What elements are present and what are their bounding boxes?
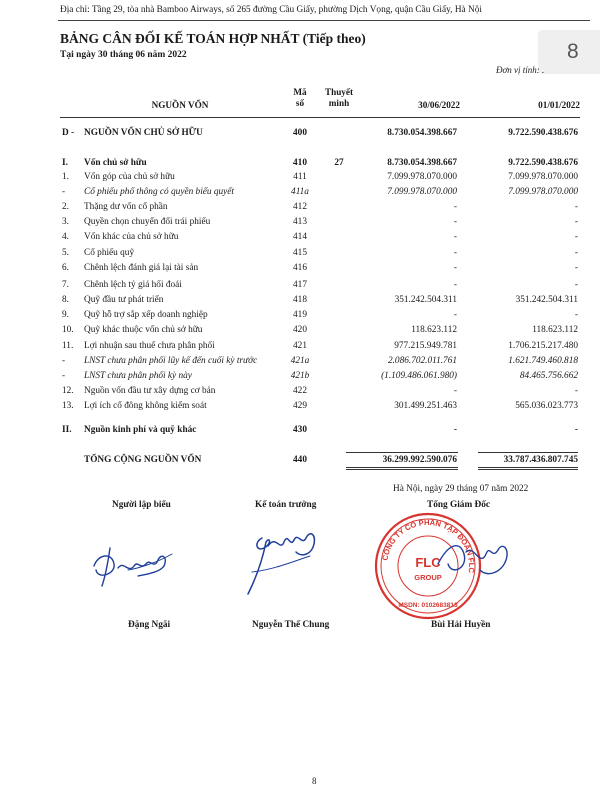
row-code: 413 [293, 217, 307, 227]
col-header-source: NGUỒN VỐN [151, 100, 209, 110]
accountant-role: Kế toán trưởng [255, 500, 317, 510]
col-header-code-line2: số [295, 98, 305, 108]
row-value-period-start: 565.036.023.773 [515, 401, 578, 411]
footer-page-number: 8 [312, 776, 317, 786]
preparer-name: Đặng Ngãi [128, 620, 171, 630]
row-value-period-start: - [574, 263, 578, 273]
row-label: TỔNG CỘNG NGUỒN VỐN [84, 455, 202, 465]
row-value-period-start: - [574, 386, 578, 396]
table-row [0, 325, 600, 339]
row-number: 8. [62, 295, 69, 305]
total-rule-bottom-2 [478, 467, 578, 468]
row-value-period-end: 8.730.054.398.667 [387, 158, 457, 168]
report-date: Tại ngày 30 tháng 06 năm 2022 [60, 50, 187, 60]
row-label: Chênh lệch đánh giá lại tài sản [84, 263, 199, 273]
row-value-period-end: 7.099.978.070.000 [387, 172, 457, 182]
row-value-period-start: 351.242.504.311 [515, 295, 578, 305]
row-value-period-start: - [574, 248, 578, 258]
row-code: 400 [293, 128, 307, 138]
row-label: Lợi nhuận sau thuế chưa phân phối [84, 341, 215, 351]
row-code: 418 [293, 295, 307, 305]
table-row [0, 341, 600, 355]
row-value-period-start: 9.722.590.438.676 [508, 158, 578, 168]
row-value-period-end: - [453, 310, 457, 320]
signing-place-date: Hà Nội, ngày 29 tháng 07 năm 2022 [393, 484, 529, 494]
row-number: 3. [62, 217, 69, 227]
row-label: Vốn chủ sở hữu [84, 158, 147, 168]
table-row [0, 401, 600, 415]
row-number: 1. [62, 172, 69, 182]
header-rule [60, 117, 580, 118]
col-header-period-end: 30/06/2022 [418, 100, 460, 110]
company-address: Địa chỉ: Tầng 29, tòa nhà Bamboo Airways, số 265 đường Cầu Giấy, phường Dịch Vọng, quận Cầu Giấy, Hà Nội [60, 5, 482, 15]
row-code: 421 [293, 341, 307, 351]
col-header-note-line1: Thuyết [324, 87, 354, 97]
director-name: Bùi Hải Huyền [431, 620, 491, 630]
row-label: Cổ phiếu phổ thông có quyền biểu quyết [84, 187, 235, 197]
row-code: 421b [290, 371, 310, 381]
row-label: Nguồn vốn đầu tư xây dựng cơ bản [84, 386, 216, 396]
table-row [0, 158, 600, 172]
row-value-period-end: 36.299.992.590.076 [382, 455, 457, 465]
row-code: 419 [293, 310, 307, 320]
row-number: 10. [62, 325, 74, 335]
row-code: 410 [293, 158, 307, 168]
table-row [0, 217, 600, 231]
row-value-period-end: - [453, 425, 457, 435]
row-value-period-end: 2.086.702.011.761 [387, 356, 457, 366]
row-code: 415 [293, 248, 307, 258]
table-row [0, 232, 600, 246]
total-rule-top-2 [478, 452, 578, 453]
table-row [0, 187, 600, 201]
table-row [0, 386, 600, 400]
row-code: 417 [293, 280, 307, 290]
row-label: Chênh lệch tỷ giá hối đoái [84, 280, 182, 290]
table-row [0, 280, 600, 294]
row-label: LNST chưa phân phối lũy kế đến cuối kỳ trước [84, 356, 258, 366]
row-value-period-end: 351.242.504.311 [394, 295, 457, 305]
row-number: II. [62, 425, 72, 435]
row-number: 13. [62, 401, 74, 411]
row-number: 4. [62, 232, 69, 242]
row-label: Nguồn kinh phí và quỹ khác [84, 425, 197, 435]
row-value-period-start: - [574, 202, 578, 212]
total-rule-bottom-2b [478, 469, 578, 470]
header-divider [58, 20, 590, 21]
director-signature [430, 524, 520, 594]
row-label: Lợi ích cổ đông không kiểm soát [84, 401, 207, 411]
row-code: 421a [290, 356, 310, 366]
row-number: 12. [62, 386, 74, 396]
total-rule-bottom-1 [346, 467, 458, 468]
row-value-period-start: - [574, 425, 578, 435]
col-header-period-start: 01/01/2022 [538, 100, 580, 110]
stamp-logo: FLC [415, 555, 441, 570]
row-number: 7. [62, 280, 69, 290]
col-header-code [282, 87, 318, 109]
row-value-period-end: 8.730.054.398.667 [387, 128, 457, 138]
row-number: - [62, 356, 66, 366]
row-value-period-end: (1.109.486.061.980) [381, 371, 457, 381]
row-code: 411a [291, 187, 309, 197]
table-row [0, 248, 600, 262]
row-code: 412 [293, 202, 307, 212]
table-row [0, 356, 600, 370]
row-code: 420 [293, 325, 307, 335]
row-value-period-start: - [574, 217, 578, 227]
table-row [0, 295, 600, 309]
preparer-signature [88, 540, 178, 590]
row-value-period-start: - [574, 280, 578, 290]
row-value-period-end: - [453, 202, 457, 212]
stamp-text: CÔNG TY CỔ PHẦN TẬP ĐOÀN FLC [380, 517, 477, 574]
row-label: LNST chưa phân phối kỳ này [84, 371, 192, 381]
currency-unit: Đơn vị tính: . [496, 65, 545, 75]
row-value-period-start: 7.099.978.070.000 [508, 172, 578, 182]
row-label: Quỹ khác thuộc vốn chủ sở hữu [84, 325, 203, 335]
col-header-code-line1: Mã [293, 87, 307, 97]
row-label: Quyền chọn chuyển đổi trái phiếu [84, 217, 211, 227]
row-value-period-start: 7.099.978.070.000 [508, 187, 578, 197]
table-row [0, 310, 600, 324]
row-value-period-end: 7.099.978.070.000 [387, 187, 457, 197]
row-value-period-end: - [453, 263, 457, 273]
report-title: BẢNG CÂN ĐỐI KẾ TOÁN HỢP NHẤT (Tiếp theo) [60, 31, 366, 46]
row-number: 6. [62, 263, 69, 273]
row-value-period-start: 118.623.112 [532, 325, 578, 335]
row-value-period-end: 118.623.112 [411, 325, 457, 335]
row-code: 411 [293, 172, 307, 182]
stamp-group: GROUP [414, 573, 442, 582]
row-code: 416 [293, 263, 307, 273]
table-row [0, 263, 600, 277]
row-value-period-start: - [574, 310, 578, 320]
row-number: 11. [62, 341, 74, 351]
row-code: 430 [293, 425, 307, 435]
row-label: Vốn khác của chủ sở hữu [84, 232, 179, 242]
row-number: 2. [62, 202, 69, 212]
row-note: 27 [334, 158, 344, 168]
col-header-note [318, 87, 360, 109]
accountant-signature [232, 512, 332, 602]
row-number: D - [62, 128, 75, 138]
row-number: I. [62, 158, 68, 168]
row-value-period-start: - [574, 232, 578, 242]
row-code: 414 [293, 232, 307, 242]
row-code: 422 [293, 386, 307, 396]
row-value-period-end: - [453, 248, 457, 258]
preparer-role: Người lập biểu [112, 500, 171, 510]
accountant-name: Nguyễn Thế Chung [252, 620, 330, 630]
row-label: Thặng dư vốn cổ phần [84, 202, 168, 212]
row-number: 5. [62, 248, 69, 258]
page-number-badge: 8 [538, 30, 600, 74]
row-value-period-start: 1.621.749.460.818 [508, 356, 578, 366]
table-row [0, 371, 600, 385]
row-label: Vốn góp của chủ sở hữu [84, 172, 175, 182]
row-value-period-end: 977.215.949.781 [394, 341, 457, 351]
row-label: Cổ phiếu quỹ [84, 248, 135, 258]
row-value-period-end: 301.499.251.463 [394, 401, 457, 411]
total-rule-bottom-1b [346, 469, 458, 470]
row-value-period-start: 9.722.590.438.676 [508, 128, 578, 138]
row-value-period-end: - [453, 217, 457, 227]
stamp-msdn: MSDN: 0102683813 [398, 602, 458, 609]
row-code: 440 [293, 455, 307, 465]
row-number: 9. [62, 310, 69, 320]
row-value-period-end: - [453, 280, 457, 290]
director-role: Tổng Giám Đốc [427, 500, 491, 510]
row-label: Quỹ hỗ trợ sắp xếp doanh nghiệp [84, 310, 208, 320]
table-row [0, 172, 600, 186]
row-value-period-end: - [453, 386, 457, 396]
row-value-period-start: 1.706.215.217.480 [508, 341, 578, 351]
col-header-note-line2: minh [328, 98, 350, 108]
row-label: Quỹ đầu tư phát triển [84, 295, 164, 305]
row-number: - [62, 371, 66, 381]
row-label: NGUỒN VỐN CHỦ SỞ HỮU [84, 128, 203, 138]
total-rule-top-1 [346, 452, 458, 453]
row-value-period-end: - [453, 232, 457, 242]
table-row [0, 425, 600, 439]
row-value-period-start: 33.787.436.807.745 [503, 455, 578, 465]
row-code: 429 [293, 401, 307, 411]
row-number: - [62, 187, 66, 197]
row-value-period-start: 84.465.756.662 [519, 371, 578, 381]
table-row [0, 128, 600, 142]
table-row [0, 202, 600, 216]
